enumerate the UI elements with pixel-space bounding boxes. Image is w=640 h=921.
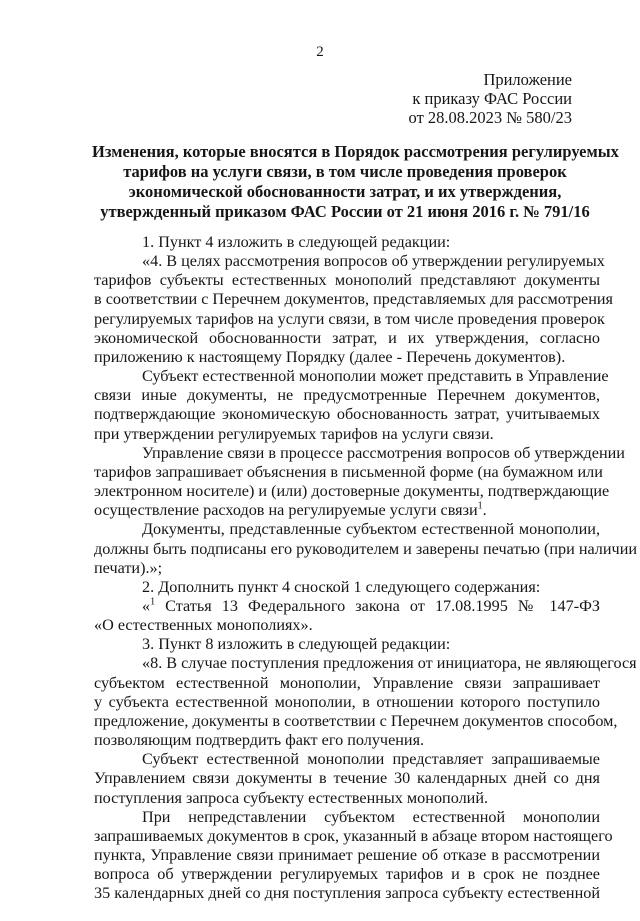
body-line-text: 2. Дополнить пункт 4 сноской 1 следующего содержания:	[142, 577, 541, 596]
body-line-text: связи иные документы, не предусмотренные Перечнем документов,	[94, 386, 600, 405]
body-line	[94, 559, 600, 578]
body-line	[94, 693, 600, 712]
document-body	[94, 233, 638, 903]
appendix-header	[402, 70, 572, 127]
body-line-text: вопроса об утверждении регулируемых тарифов и в срок не позднее	[94, 865, 600, 884]
body-line	[94, 252, 605, 271]
body-line-text: у субъекта естественной монополии, в отношении которого поступило	[94, 692, 600, 711]
appendix-line: от 28.08.2023 № 580/23	[408, 108, 572, 127]
body-line	[94, 386, 600, 405]
page-number: 2	[316, 44, 324, 60]
appendix-line: Приложение	[483, 70, 572, 89]
body-line-text: 3. Пункт 8 изложить в следующей редакции:	[142, 635, 451, 654]
body-line-text: «	[142, 596, 151, 615]
body-line	[94, 425, 600, 444]
body-line	[94, 309, 605, 329]
body-line	[94, 290, 613, 309]
body-line-text: «О естественных монополиях».	[94, 616, 313, 635]
body-line	[94, 367, 609, 386]
title-line: утвержденный приказом ФАС России от 21 июня 2016 г. № 791/16	[100, 202, 590, 221]
body-line-text: Управлением связи документы в течение 30 календарных дней со дня	[94, 769, 600, 788]
body-line-text: «8. В случае поступления предложения от инициатора, не являющегося	[142, 654, 637, 673]
body-line	[94, 539, 638, 559]
body-line-text: Субъект естественной монополии представляет запрашиваемые	[142, 750, 600, 769]
body-line-text: пункта, Управление связи принимает решение об отказе в рассмотрении	[94, 846, 600, 864]
body-line	[94, 654, 637, 673]
body-line-text: подтверждающие экономическую обоснованность затрат, учитываемых	[94, 405, 600, 424]
body-line	[94, 808, 600, 827]
body-line	[94, 865, 600, 884]
body-line	[94, 674, 600, 693]
body-line	[94, 578, 600, 597]
body-line-text: позволяющим подтвердить факт его получения.	[94, 731, 425, 750]
body-line-text: в соответствии с Перечнем документов, представляемых для рассмотрения	[94, 290, 613, 309]
body-line-text: Документы, представленные субъектом естественной монополии,	[142, 520, 600, 539]
body-line	[94, 443, 625, 463]
body-line	[94, 846, 600, 865]
document-title	[92, 142, 619, 222]
title-line: Изменения, которые вносятся в Порядок рассмотрения регулируемых	[92, 142, 619, 161]
body-line	[94, 501, 600, 520]
body-line	[94, 711, 618, 731]
body-line-text: поступления запроса субъекту естественных монополий.	[94, 788, 489, 807]
body-line-text: предложение, документы в соответствии с Перечнем документов способом,	[94, 711, 618, 730]
title-line: экономической обоснованности затрат, и их утверждения,	[128, 182, 562, 201]
body-line-text: При непредставлении субъектом естественной монополии	[142, 807, 600, 826]
body-line	[94, 271, 600, 290]
body-line	[94, 329, 600, 348]
appendix-line: к приказу ФАС России	[412, 89, 572, 108]
body-line	[94, 233, 600, 252]
body-line	[94, 826, 613, 846]
body-line-text: запрашиваемых документов в срок, указанный в абзаце втором настоящего	[94, 826, 613, 845]
body-line-text: Субъект естественной монополии может представить в Управление	[142, 367, 609, 386]
body-line	[94, 750, 600, 769]
body-line-text: электронном носителе) и (или) достоверные документы, подтверждающие	[94, 482, 610, 501]
body-line-text: тарифов запрашивает объяснения в письменной форме (на бумажном или	[94, 462, 603, 481]
body-line	[94, 348, 600, 367]
body-line-text: осуществление расходов на регулируемые услуги связи	[94, 501, 478, 520]
body-line-text: должны быть подписаны его руководителем и заверены печатью (при наличии	[94, 539, 638, 558]
body-line-text: субъектом естественной монополии, Управление связи запрашивает	[94, 673, 600, 692]
body-line	[94, 482, 610, 501]
body-line	[94, 520, 600, 539]
body-line-text: тарифов субъекты естественных монополий представляют документы	[94, 271, 600, 290]
body-line-text: приложению к настоящему Порядку (далее - Перечень документов).	[94, 347, 566, 366]
body-line-text: печати).»;	[94, 558, 163, 577]
body-line	[94, 769, 600, 788]
body-line-text: «4. В целях рассмотрения вопросов об утверждении регулируемых	[142, 252, 605, 271]
body-line-text: 35 календарных дней со дня поступления запроса субъекту естественной	[94, 884, 600, 903]
body-line	[94, 462, 603, 482]
body-line	[94, 789, 600, 808]
body-line-text: 1. Пункт 4 изложить в следующей редакции:	[142, 233, 451, 251]
body-line-text: при утверждении регулируемых тарифов на услуги связи.	[94, 424, 494, 443]
body-line-text: экономической обоснованности затрат, и их утверждения, согласно	[94, 328, 600, 347]
body-line-text: Управление связи в процессе рассмотрения вопросов об утверждении	[142, 443, 625, 462]
body-line	[94, 635, 600, 654]
footnote-marker: 1	[150, 596, 156, 608]
body-line	[94, 731, 600, 750]
body-line-text: Статья 13 Федерального закона от 17.08.1995 № 147-ФЗ	[155, 596, 600, 615]
body-line-text: регулируемых тарифов на услуги связи, в том числе проведения проверок	[94, 309, 605, 328]
body-line	[94, 884, 600, 903]
body-line	[94, 616, 600, 635]
footnote-marker: 1	[477, 500, 483, 512]
body-line-text: .	[482, 501, 487, 520]
body-line	[94, 597, 600, 616]
title-line: тарифов на услуги связи, в том числе проведения проверок	[123, 162, 567, 181]
body-line	[94, 405, 600, 424]
